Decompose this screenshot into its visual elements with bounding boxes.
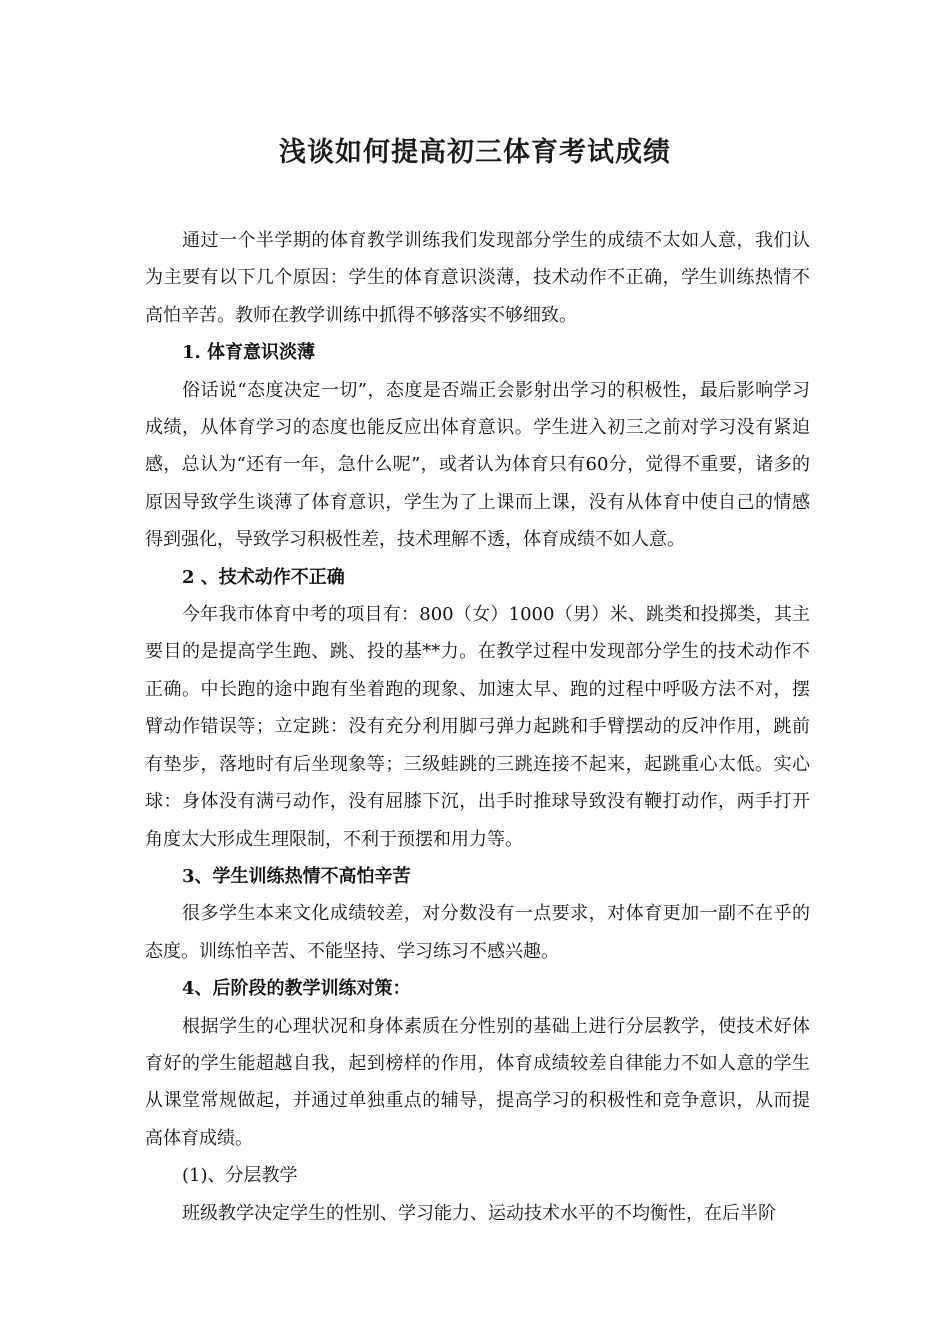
section-3-paragraph: 很多学生本来文化成绩较差，对分数没有一点要求，对体育更加一副不在乎的态度。训练怕辛苦、不能坚持、学习练习不感兴趣。: [145, 903, 810, 962]
subsection-1-paragraph: 班级教学决定学生的性别、学习能力、运动技术水平的不均衡性，在后半阶: [182, 1202, 776, 1224]
section-2-paragraph: 今年我市体育中考的项目有：800（女）1000（男）米、跳类和投掷类，其主要目的是提高学生跑、跳、投的基**力。在教学过程中发现部分学生的技术动作不正确。中长跑的途中跑有坐着跑的现象、加速太早、跑的过程中呼吸方法不对，摆臂动作错误等；立定跳：没有充分利用脚弓弹力起跳和手臂摆动的反冲作用，跳前有垫步，落地时有后坐现象等；三级蛙跳的三跳连接不起来，起跳重心太低。实心球：身体没有满弓动作，没有屈膝下沉，出手时推球导致没有鞭打动作，两手打开角度太大形成生理限制，不利于预摆和用力等。: [145, 604, 810, 850]
document-body: [145, 222, 810, 1232]
section-2-heading: 2 、技术动作不正确: [182, 566, 345, 588]
section-1-heading: 1. 体育意识淡薄: [182, 342, 316, 364]
section-4-heading: 4、后阶段的教学训练对策：: [182, 978, 411, 1000]
document-title: 浅谈如何提高初三体育考试成绩: [279, 137, 671, 168]
intro-paragraph: 通过一个半学期的体育教学训练我们发现部分学生的成绩不太如人意，我们认为主要有以下几个原因：学生的体育意识淡薄，技术动作不正确，学生训练热情不高怕辛苦。教师在教学训练中抓得不够落实不够细致。: [145, 230, 810, 326]
section-3-heading: 3、学生训练热情不高怕辛苦: [182, 865, 411, 887]
section-1-paragraph: 俗话说“态度决定一切”，态度是否端正会影射出学习的积极性，最后影响学习成绩，从体育学习的态度也能反应出体育意识。学生进入初三之前对学习没有紧迫感，总认为“还有一年，急什么呢”，或者认为体育只有60分，觉得不重要，诸多的原因导致学生谈薄了体育意识，学生为了上课而上课，没有从体育中使自己的情感得到强化，导致学习积极性差，技术理解不透，体育成绩不如人意。: [145, 379, 810, 551]
subsection-1-heading: (1)、分层教学: [182, 1165, 298, 1187]
section-4-paragraph: 根据学生的心理状况和身体素质在分性别的基础上进行分层教学，使技术好体育好的学生能超越自我，起到榜样的作用，体育成绩较差自律能力不如人意的学生从课堂常规做起，并通过单独重点的辅导，提高学习的积极性和竞争意识，从而提高体育成绩。: [145, 1015, 810, 1149]
